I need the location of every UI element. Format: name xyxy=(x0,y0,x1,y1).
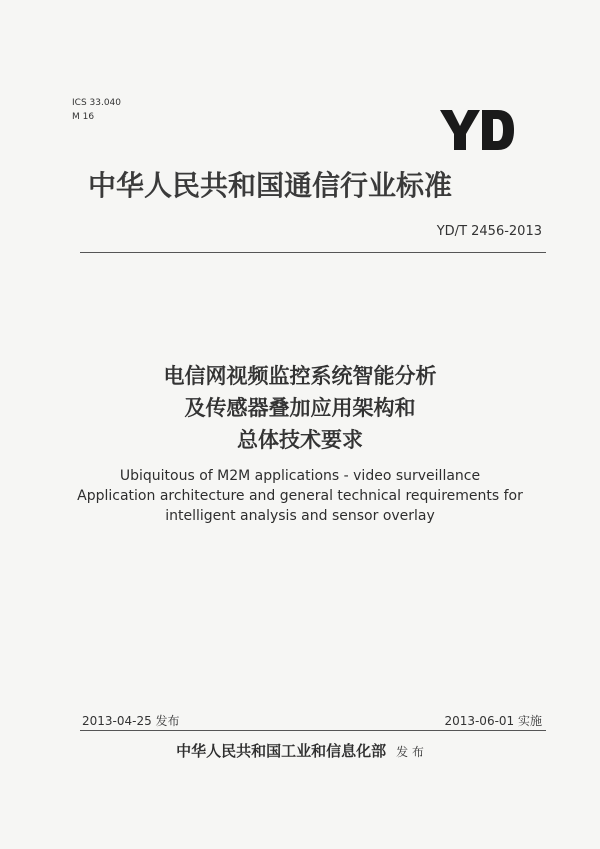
yd-logo xyxy=(440,106,514,154)
class-code: M 16 xyxy=(72,112,95,122)
classification-codes xyxy=(72,96,121,124)
title-en-line-2: Application architecture and general technical requirements for xyxy=(77,488,523,504)
title-en-line-3: intelligent analysis and sensor overlay xyxy=(165,508,435,524)
ics-code: ICS 33.040 xyxy=(72,98,122,108)
title-cn-line-2: 及传感器叠加应用架构和 xyxy=(184,396,416,420)
top-divider xyxy=(80,252,546,253)
title-cn-line-1: 电信网视频监控系统智能分析 xyxy=(163,364,437,388)
standard-number: YD/T 2456-2013 xyxy=(436,224,542,239)
implementation-date: 2013-06-01 实施 xyxy=(444,714,542,728)
industry-standard-title: 中华人民共和国通信行业标准 xyxy=(88,169,453,202)
issuer-action: 发 布 xyxy=(396,745,424,759)
issue-date: 2013-04-25 发布 xyxy=(82,714,180,728)
title-en-line-1: Ubiquitous of M2M applications - video surveillance xyxy=(119,468,481,484)
title-cn-line-3: 总体技术要求 xyxy=(237,428,363,452)
bottom-divider xyxy=(80,730,546,731)
document-title-english xyxy=(0,466,600,526)
document-title-chinese xyxy=(0,360,600,456)
issuing-authority xyxy=(0,740,600,761)
issuer-name: 中华人民共和国工业和信息化部 xyxy=(176,742,387,760)
